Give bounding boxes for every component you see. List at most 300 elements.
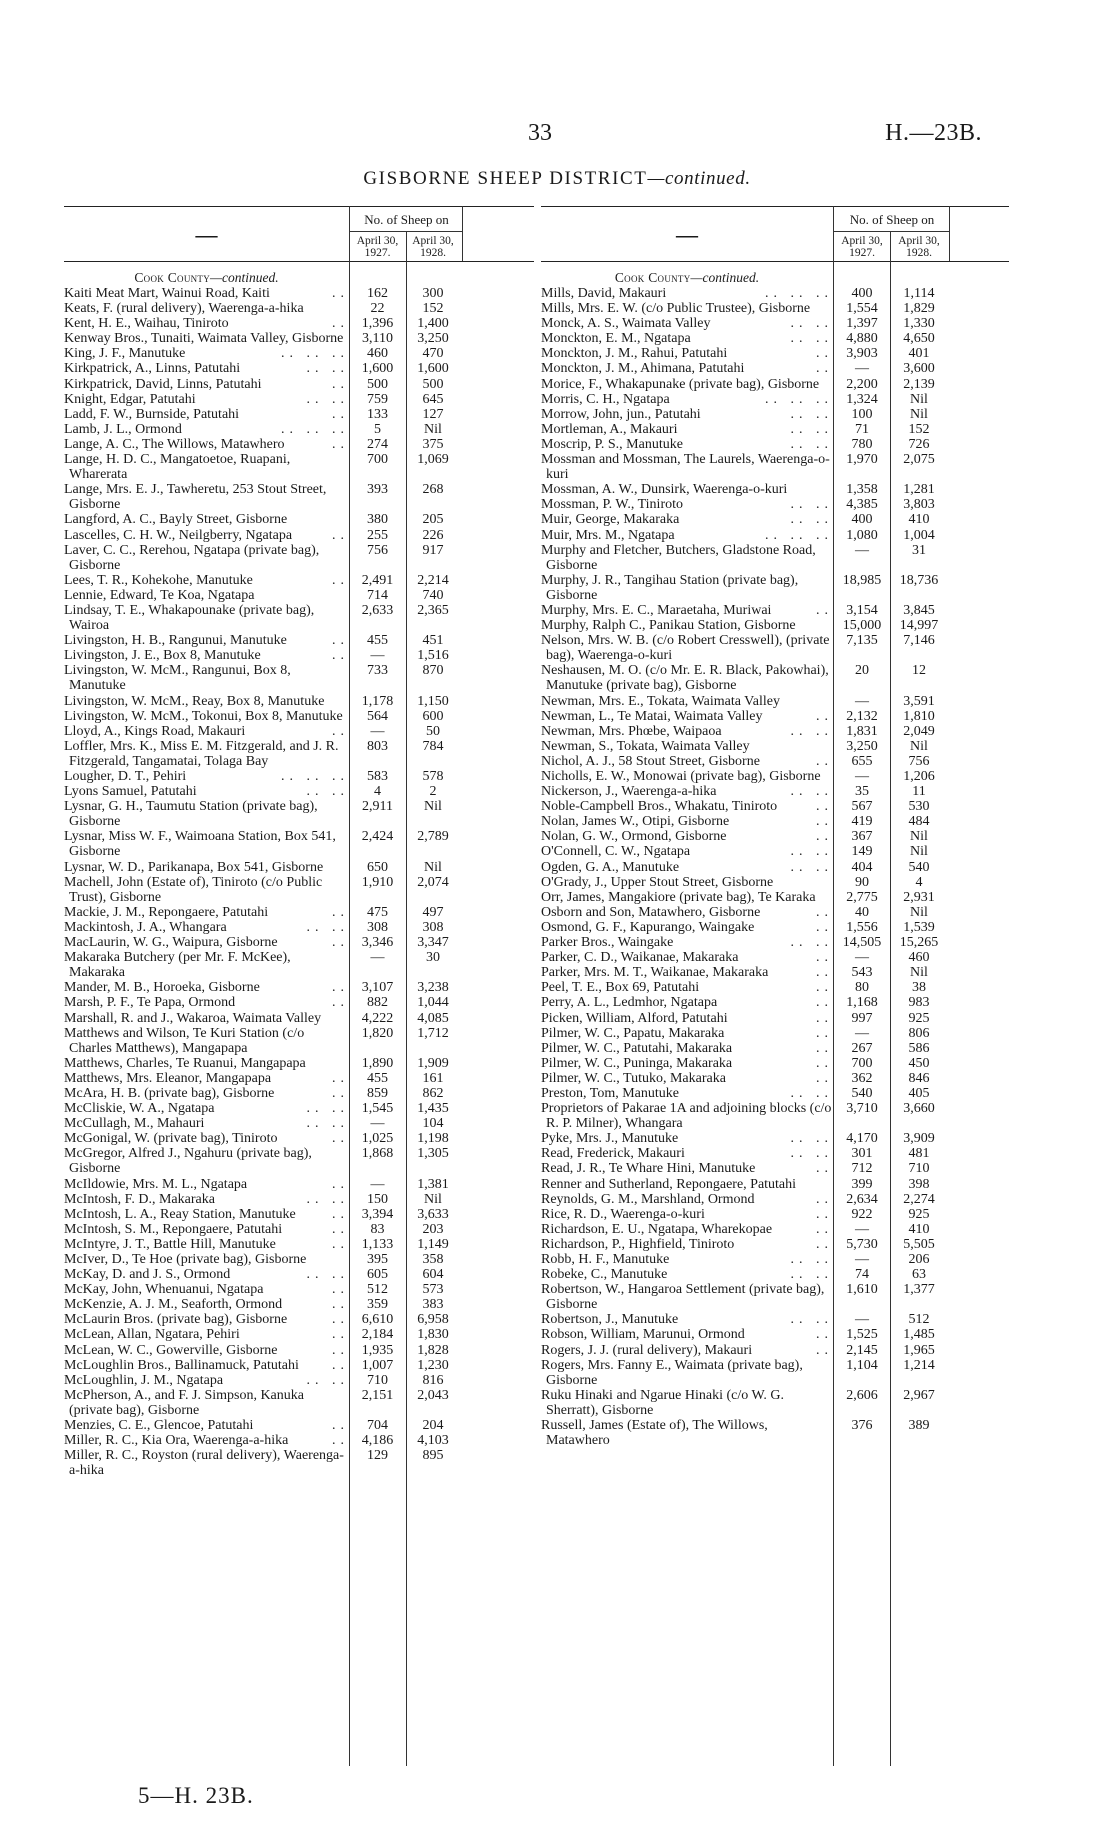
sheep-1927: 1,104 — [846, 1357, 878, 1373]
sheep-1927: 512 — [367, 1282, 388, 1298]
owner-name — [64, 1237, 349, 1252]
owner-name-text: Loffler, Mrs. K., Miss E. M. Fitzgerald, and J. R. Fitzgerald, Tangamatai, Tolaga Bay — [64, 738, 339, 769]
sheep-1928: 806 — [908, 1025, 930, 1041]
owner-name-text: McIntyre, J. T., Battle Hill, Manutuke — [64, 1236, 276, 1252]
sheep-1927: — — [855, 361, 869, 377]
owner-name-text: Lange, A. C., The Willows, Matawhero — [64, 436, 285, 452]
sheep-1928: 512 — [908, 1312, 930, 1328]
owner-name-text: Read, Frederick, Makauri — [541, 1146, 685, 1162]
owner-name — [541, 829, 833, 844]
sheep-1928: 383 — [422, 1297, 444, 1313]
sheep-1927: 543 — [851, 965, 873, 981]
sheep-1927: 1,868 — [361, 1146, 394, 1162]
owner-name-text: Pilmer, W. C., Patutahi, Makaraka — [541, 1040, 733, 1056]
table-row — [541, 860, 1009, 875]
header-sheep-group: No. of Sheep on — [364, 212, 449, 227]
sheep-1928: 1,516 — [417, 648, 449, 664]
owner-name-text: Lougher, D. T., Pehiri — [64, 769, 187, 784]
table-row — [541, 694, 1009, 709]
table-top-rule — [64, 206, 534, 207]
table-row — [541, 1146, 1009, 1161]
sheep-1927: — — [855, 1312, 869, 1328]
table-row — [64, 588, 534, 603]
sheep-1928: 2,049 — [903, 723, 935, 739]
table-row — [541, 799, 1009, 814]
table-row — [64, 286, 534, 301]
sheep-1928: 726 — [908, 436, 930, 452]
sheep-1928: 3,591 — [903, 693, 935, 709]
sheep-1928: 6,958 — [417, 1312, 449, 1328]
table-row — [64, 920, 534, 935]
leader-dots: .. — [816, 1070, 833, 1086]
table-row — [64, 1011, 534, 1026]
sheep-1928: 2,931 — [903, 889, 935, 905]
owner-name-text: Mossman, A. W., Dunsirk, Waerenga-o-kuri — [541, 482, 788, 498]
leader-dots: .. — [332, 935, 349, 951]
leader-dots: .. .. — [790, 1252, 833, 1267]
sheep-1928: 50 — [426, 723, 440, 739]
sheep-1928: 484 — [908, 814, 930, 830]
owner-name — [64, 633, 349, 648]
owner-name — [541, 377, 833, 392]
leader-dots: .. .. — [790, 316, 833, 332]
sheep-1927: 359 — [367, 1297, 388, 1313]
sheep-1928: 1,400 — [417, 316, 449, 332]
sheep-1928: Nil — [910, 391, 928, 407]
table-row — [541, 528, 1009, 543]
sheep-1928: 1,810 — [903, 708, 935, 724]
table-row — [541, 1192, 1009, 1207]
leader-dots: .. .. — [790, 497, 833, 513]
owner-name — [64, 407, 349, 422]
owner-name — [541, 1041, 833, 1056]
sheep-1927: 419 — [851, 814, 873, 830]
sheep-1927: 859 — [367, 1085, 388, 1101]
table-row — [541, 1388, 1009, 1418]
sheep-1928: 204 — [422, 1418, 444, 1434]
sheep-1927: 4 — [374, 784, 381, 800]
owner-name-text: Lennie, Edward, Te Koa, Ngatapa — [64, 587, 255, 603]
sheep-1927: 362 — [851, 1070, 873, 1086]
table-row — [64, 1192, 534, 1207]
table-row — [64, 316, 534, 331]
sheep-1927: 395 — [367, 1252, 388, 1267]
sheep-1928: 389 — [908, 1418, 930, 1434]
table-row — [541, 512, 1009, 527]
owner-name-text: Mackie, J. M., Repongaere, Patutahi — [64, 904, 269, 920]
table-row — [541, 875, 1009, 890]
owner-name — [541, 1192, 833, 1207]
sheep-1928: 1,435 — [417, 1101, 449, 1117]
table-row — [64, 603, 534, 633]
sheep-1927: 80 — [855, 980, 869, 996]
sheep-1927: 780 — [851, 436, 873, 452]
sheep-1928: 2,075 — [903, 452, 935, 468]
sheep-1928: 1,206 — [903, 769, 935, 784]
leader-dots: .. — [816, 1236, 833, 1252]
table-row — [541, 346, 1009, 361]
sheep-1928: 38 — [912, 980, 926, 996]
leader-dots: .. — [332, 1327, 349, 1343]
owner-name-text: Nelson, Mrs. W. B. (c/o Robert Cresswell), (private bag), Waerenga-o-kuri — [541, 633, 830, 664]
owner-name — [64, 648, 349, 663]
leader-dots: .. — [816, 361, 833, 377]
owner-name — [64, 935, 349, 950]
sheep-1928: Nil — [424, 859, 442, 875]
table-row — [64, 452, 534, 482]
header-dash: — — [676, 222, 698, 247]
table-row — [64, 905, 534, 920]
owner-name-text: McAra, H. B. (private bag), Gisborne — [64, 1085, 275, 1101]
owner-name — [64, 1448, 349, 1478]
owner-name — [541, 1358, 833, 1388]
sheep-1928: 405 — [908, 1085, 930, 1101]
sheep-1928: 3,660 — [903, 1101, 935, 1117]
sheep-1927: 393 — [367, 482, 388, 498]
owner-name-text: Parker, C. D., Waikanae, Makaraka — [541, 950, 739, 966]
table-header-rule — [541, 261, 1009, 262]
sheep-1927: 650 — [367, 859, 388, 875]
owner-name — [64, 452, 349, 482]
owner-name — [64, 1327, 349, 1342]
table-row — [541, 784, 1009, 799]
owner-name-text: McLoughlin, J. M., Ngatapa — [64, 1372, 224, 1388]
sheep-1928: 18,736 — [899, 572, 939, 588]
owner-name — [64, 980, 349, 995]
table-row — [64, 1267, 534, 1282]
owner-name — [64, 573, 349, 588]
table-row — [64, 1297, 534, 1312]
leader-dots: .. — [332, 1282, 349, 1298]
table-row — [541, 407, 1009, 422]
sheep-1928: 1,830 — [417, 1327, 449, 1343]
leader-dots: .. — [332, 1236, 349, 1252]
sheep-1928: 1,485 — [903, 1327, 935, 1343]
sheep-1928: 398 — [908, 1176, 930, 1192]
sheep-1928: 1,965 — [903, 1342, 935, 1358]
sheep-1928: 104 — [422, 1116, 444, 1132]
sheep-1927: 3,710 — [846, 1101, 878, 1117]
table-row — [64, 875, 534, 905]
sheep-1928: 3,600 — [903, 361, 935, 377]
owner-name-text: Newman, S., Tokata, Waimata Valley — [541, 738, 750, 754]
owner-name — [541, 407, 833, 422]
sheep-1928: Nil — [910, 406, 928, 422]
table-row — [541, 1358, 1009, 1388]
sheep-1928: 2,043 — [417, 1387, 449, 1403]
leader-dots: .. — [816, 602, 833, 618]
sheep-1927: 455 — [367, 1070, 388, 1086]
owner-name — [541, 1418, 833, 1448]
owner-name — [541, 965, 833, 980]
owner-name-text: Keats, F. (rural delivery), Waerenga-a-hika — [64, 301, 304, 317]
table-row — [541, 392, 1009, 407]
table-row — [541, 1252, 1009, 1267]
owner-name-text: Ruku Hinaki and Ngarue Hinaki (c/o W. G. Sherratt), Gisborne — [541, 1387, 785, 1418]
sheep-1927: 882 — [367, 995, 388, 1011]
owner-name — [541, 1146, 833, 1161]
sheep-1928: 1,281 — [903, 482, 935, 498]
table-row — [541, 1011, 1009, 1026]
leader-dots: .. — [332, 1418, 349, 1434]
table-row — [541, 316, 1009, 331]
leader-dots: .. .. — [790, 1146, 833, 1162]
owner-name — [541, 1071, 833, 1086]
owner-name-text: McIldowie, Mrs. M. L., Ngatapa — [64, 1176, 248, 1192]
table-row — [541, 286, 1009, 301]
leader-dots: .. — [332, 1206, 349, 1222]
header-sheep-group: No. of Sheep on — [849, 212, 935, 227]
owner-name-text: Kaiti Meat Mart, Wainui Road, Kaiti — [64, 286, 270, 301]
owner-name — [64, 331, 349, 346]
table-row — [541, 663, 1009, 693]
sheep-1927: 2,424 — [361, 829, 394, 845]
owner-name — [64, 1192, 349, 1207]
sheep-1928: Nil — [910, 904, 928, 920]
sheep-1928: 604 — [422, 1267, 444, 1283]
sheep-1927: 583 — [367, 769, 388, 784]
owner-name-text: Newman, Mrs. E., Tokata, Waimata Valley — [541, 693, 780, 709]
leader-dots: .. .. .. — [281, 421, 349, 437]
table-row — [541, 769, 1009, 784]
owner-name — [541, 980, 833, 995]
table-row — [64, 1237, 534, 1252]
table-row — [64, 1373, 534, 1388]
owner-name — [64, 482, 349, 512]
county-continued: —continued. — [690, 270, 760, 285]
owner-name — [64, 920, 349, 935]
sheep-1927: 2,606 — [846, 1387, 878, 1403]
owner-name-text: O'Grady, J., Upper Stout Street, Gisborne — [541, 874, 774, 890]
table-row — [541, 618, 1009, 633]
owner-name-text: Lees, T. R., Kohekohe, Manutuke — [64, 572, 253, 588]
sheep-1927: 90 — [855, 874, 869, 890]
table-row — [541, 1177, 1009, 1192]
sheep-1927: 162 — [367, 286, 388, 301]
county-heading — [64, 269, 349, 286]
owner-name — [541, 528, 833, 543]
owner-name-text: Lange, Mrs. E. J., Tawheretu, 253 Stout Street, Gisborne — [64, 482, 327, 513]
owner-name — [541, 1011, 833, 1026]
owner-name-text: Nolan, G. W., Ormond, Gisborne — [541, 829, 727, 845]
table-row — [541, 497, 1009, 512]
owner-name — [64, 392, 349, 407]
sheep-1928: 410 — [908, 512, 930, 528]
sheep-1927: 1,168 — [846, 995, 878, 1011]
sheep-1928: 127 — [422, 406, 444, 422]
table-row — [64, 950, 534, 980]
owner-name — [541, 769, 833, 784]
table-row — [541, 1071, 1009, 1086]
sheep-1927: 2,775 — [846, 889, 878, 905]
sheep-1928: 3,347 — [417, 935, 449, 951]
sheep-1928: 5,505 — [903, 1236, 935, 1252]
leader-dots: .. — [816, 1025, 833, 1041]
sheep-1927: 1,397 — [846, 316, 878, 332]
owner-name-text: Marshall, R. and J., Wakaroa, Waimata Valley — [64, 1010, 322, 1026]
table-row — [541, 814, 1009, 829]
sheep-1927: 376 — [851, 1418, 873, 1434]
table-row — [541, 1026, 1009, 1041]
owner-name-text: McGonigal, W. (private bag), Tiniroto — [64, 1131, 278, 1147]
table-row — [64, 1071, 534, 1086]
leader-dots: .. — [816, 965, 833, 981]
sheep-1928: 206 — [908, 1252, 930, 1267]
sheep-1927: — — [855, 1252, 869, 1267]
table-row — [64, 709, 534, 724]
table-top-rule — [541, 206, 1009, 207]
table-row — [64, 1131, 534, 1146]
table-row — [64, 980, 534, 995]
sheep-1928: 895 — [422, 1448, 444, 1464]
table-row — [541, 1237, 1009, 1252]
table-row — [64, 1343, 534, 1358]
leader-dots: .. — [332, 1085, 349, 1101]
owner-name-text: Morice, F., Whakapunake (private bag), Gisborne — [541, 376, 820, 392]
owner-name — [64, 1388, 349, 1418]
sheep-1928: 870 — [422, 663, 444, 679]
table-row — [541, 1267, 1009, 1282]
owner-name-text: Orr, James, Mangakiore (private bag), Te Karaka — [541, 889, 816, 905]
owner-name — [541, 875, 833, 890]
sheep-1927: 14,505 — [842, 935, 882, 951]
table-row — [64, 1026, 534, 1056]
table-row — [541, 709, 1009, 724]
leader-dots: .. — [332, 286, 349, 301]
page-number: 33 — [528, 120, 552, 146]
leader-dots: .. .. — [790, 421, 833, 437]
sheep-1928: 226 — [422, 527, 444, 543]
owner-name — [64, 1071, 349, 1086]
table-row — [64, 407, 534, 422]
sheep-1927: 997 — [851, 1010, 873, 1026]
sheep-1927: 2,911 — [362, 799, 393, 815]
leader-dots: .. — [816, 829, 833, 845]
owner-name-text: Murphy, J. R., Tangihau Station (private bag), Gisborne — [541, 572, 799, 603]
sheep-1928: 2,139 — [903, 376, 935, 392]
sheep-1928: 1,198 — [417, 1131, 449, 1147]
table-row — [541, 829, 1009, 844]
sheep-1928: 917 — [422, 542, 444, 558]
table-row — [541, 980, 1009, 995]
sheep-1927: — — [370, 723, 385, 739]
sheep-1927: 100 — [851, 406, 873, 422]
table-row — [64, 1177, 534, 1192]
sheep-1928: 2,789 — [417, 829, 449, 845]
sheep-1927: 2,634 — [846, 1191, 878, 1207]
table-row — [541, 1312, 1009, 1327]
owner-name-text: Makaraka Butchery (per Mr. F. McKee), Makaraka — [64, 950, 291, 981]
owner-name-text: McLean, W. C., Gowerville, Gisborne — [64, 1342, 278, 1358]
sheep-1927: — — [370, 1176, 385, 1192]
sheep-1928: 451 — [422, 633, 444, 649]
leader-dots: .. — [816, 1327, 833, 1343]
owner-name — [541, 663, 833, 693]
owner-name-text: Machell, John (Estate of), Tiniroto (c/o Public Trust), Gisborne — [64, 874, 323, 905]
sheep-1927: 460 — [367, 346, 388, 362]
owner-name — [541, 860, 833, 875]
sheep-1928: 30 — [426, 950, 440, 966]
title-main: GISBORNE SHEEP DISTRICT — [363, 168, 648, 189]
table-row — [64, 301, 534, 316]
owner-name-text: Marsh, P. F., Te Papa, Ormond — [64, 995, 236, 1011]
table-row — [64, 377, 534, 392]
sheep-1927: 7,135 — [846, 633, 878, 649]
owner-name-text: Mackintosh, J. A., Whangara — [64, 919, 227, 935]
sheep-1927: 803 — [367, 738, 388, 754]
leader-dots: .. — [332, 1070, 349, 1086]
owner-name — [541, 1327, 833, 1342]
table-row — [64, 784, 534, 799]
owner-name — [64, 709, 349, 724]
owner-name-text: Parker Bros., Waingake — [541, 935, 674, 951]
owner-name-text: Pilmer, W. C., Puninga, Makaraka — [541, 1055, 733, 1071]
owner-name-text: Lascelles, C. H. W., Neilgberry, Ngatapa — [64, 527, 293, 543]
table-row — [541, 995, 1009, 1010]
owner-name — [64, 1207, 349, 1222]
sheep-1927: 83 — [370, 1221, 385, 1237]
table-row — [541, 1101, 1009, 1131]
sheep-1927: 3,110 — [362, 331, 393, 347]
owner-name — [541, 331, 833, 346]
table-row — [541, 1327, 1009, 1342]
table-row — [541, 331, 1009, 346]
sheep-1928: 2,365 — [417, 602, 449, 618]
owner-name-text: Parker, Mrs. M. T., Waikanae, Makaraka — [541, 965, 769, 981]
sheep-1928: 1,004 — [903, 527, 935, 543]
owner-name — [64, 995, 349, 1010]
owner-name — [64, 799, 349, 829]
owner-name — [64, 437, 349, 452]
sheep-1927: 133 — [367, 406, 388, 422]
owner-name — [541, 301, 833, 316]
owner-name-text: Rice, R. D., Waerenga-o-kuri — [541, 1206, 705, 1222]
owner-name-text: Kirkpatrick, A., Linns, Patutahi — [64, 361, 241, 377]
owner-name-text: Newman, L., Te Matai, Waimata Valley — [541, 708, 763, 724]
sheep-1927: — — [370, 1116, 385, 1132]
table-row — [64, 1056, 534, 1071]
owner-name-text: Lloyd, A., Kings Road, Makauri — [64, 723, 246, 739]
sheep-1928: 862 — [422, 1085, 444, 1101]
table-row — [64, 1101, 534, 1116]
table-row — [541, 890, 1009, 905]
owner-name-text: Mander, M. B., Horoeka, Gisborne — [64, 980, 260, 996]
owner-name-text: O'Connell, C. W., Ngatapa — [541, 844, 691, 860]
leader-dots: .. — [332, 316, 349, 332]
owner-name — [64, 1177, 349, 1192]
owner-name — [541, 1222, 833, 1237]
sheep-1927: 367 — [851, 829, 873, 845]
owner-name — [64, 1056, 349, 1071]
leader-dots: .. .. — [790, 1267, 833, 1283]
owner-name-text: McIntosh, F. D., Makaraka — [64, 1191, 215, 1207]
owner-name — [541, 1343, 833, 1358]
sheep-1928: 358 — [422, 1252, 444, 1267]
table-row — [64, 528, 534, 543]
sheep-1928: 4,103 — [417, 1433, 449, 1449]
owner-name-text: Newman, Mrs. Phœbe, Waipaoa — [541, 723, 722, 739]
sheep-1927: — — [855, 693, 869, 709]
sheep-1928: 1,330 — [903, 316, 935, 332]
sheep-1928: 1,377 — [903, 1282, 935, 1298]
sheep-1928: 1,539 — [903, 919, 935, 935]
sheep-1927: 149 — [851, 844, 873, 860]
leader-dots: .. — [816, 753, 833, 769]
sheep-1927: 3,107 — [361, 980, 394, 996]
table-row — [64, 437, 534, 452]
table-row — [64, 995, 534, 1010]
table-row — [64, 739, 534, 769]
